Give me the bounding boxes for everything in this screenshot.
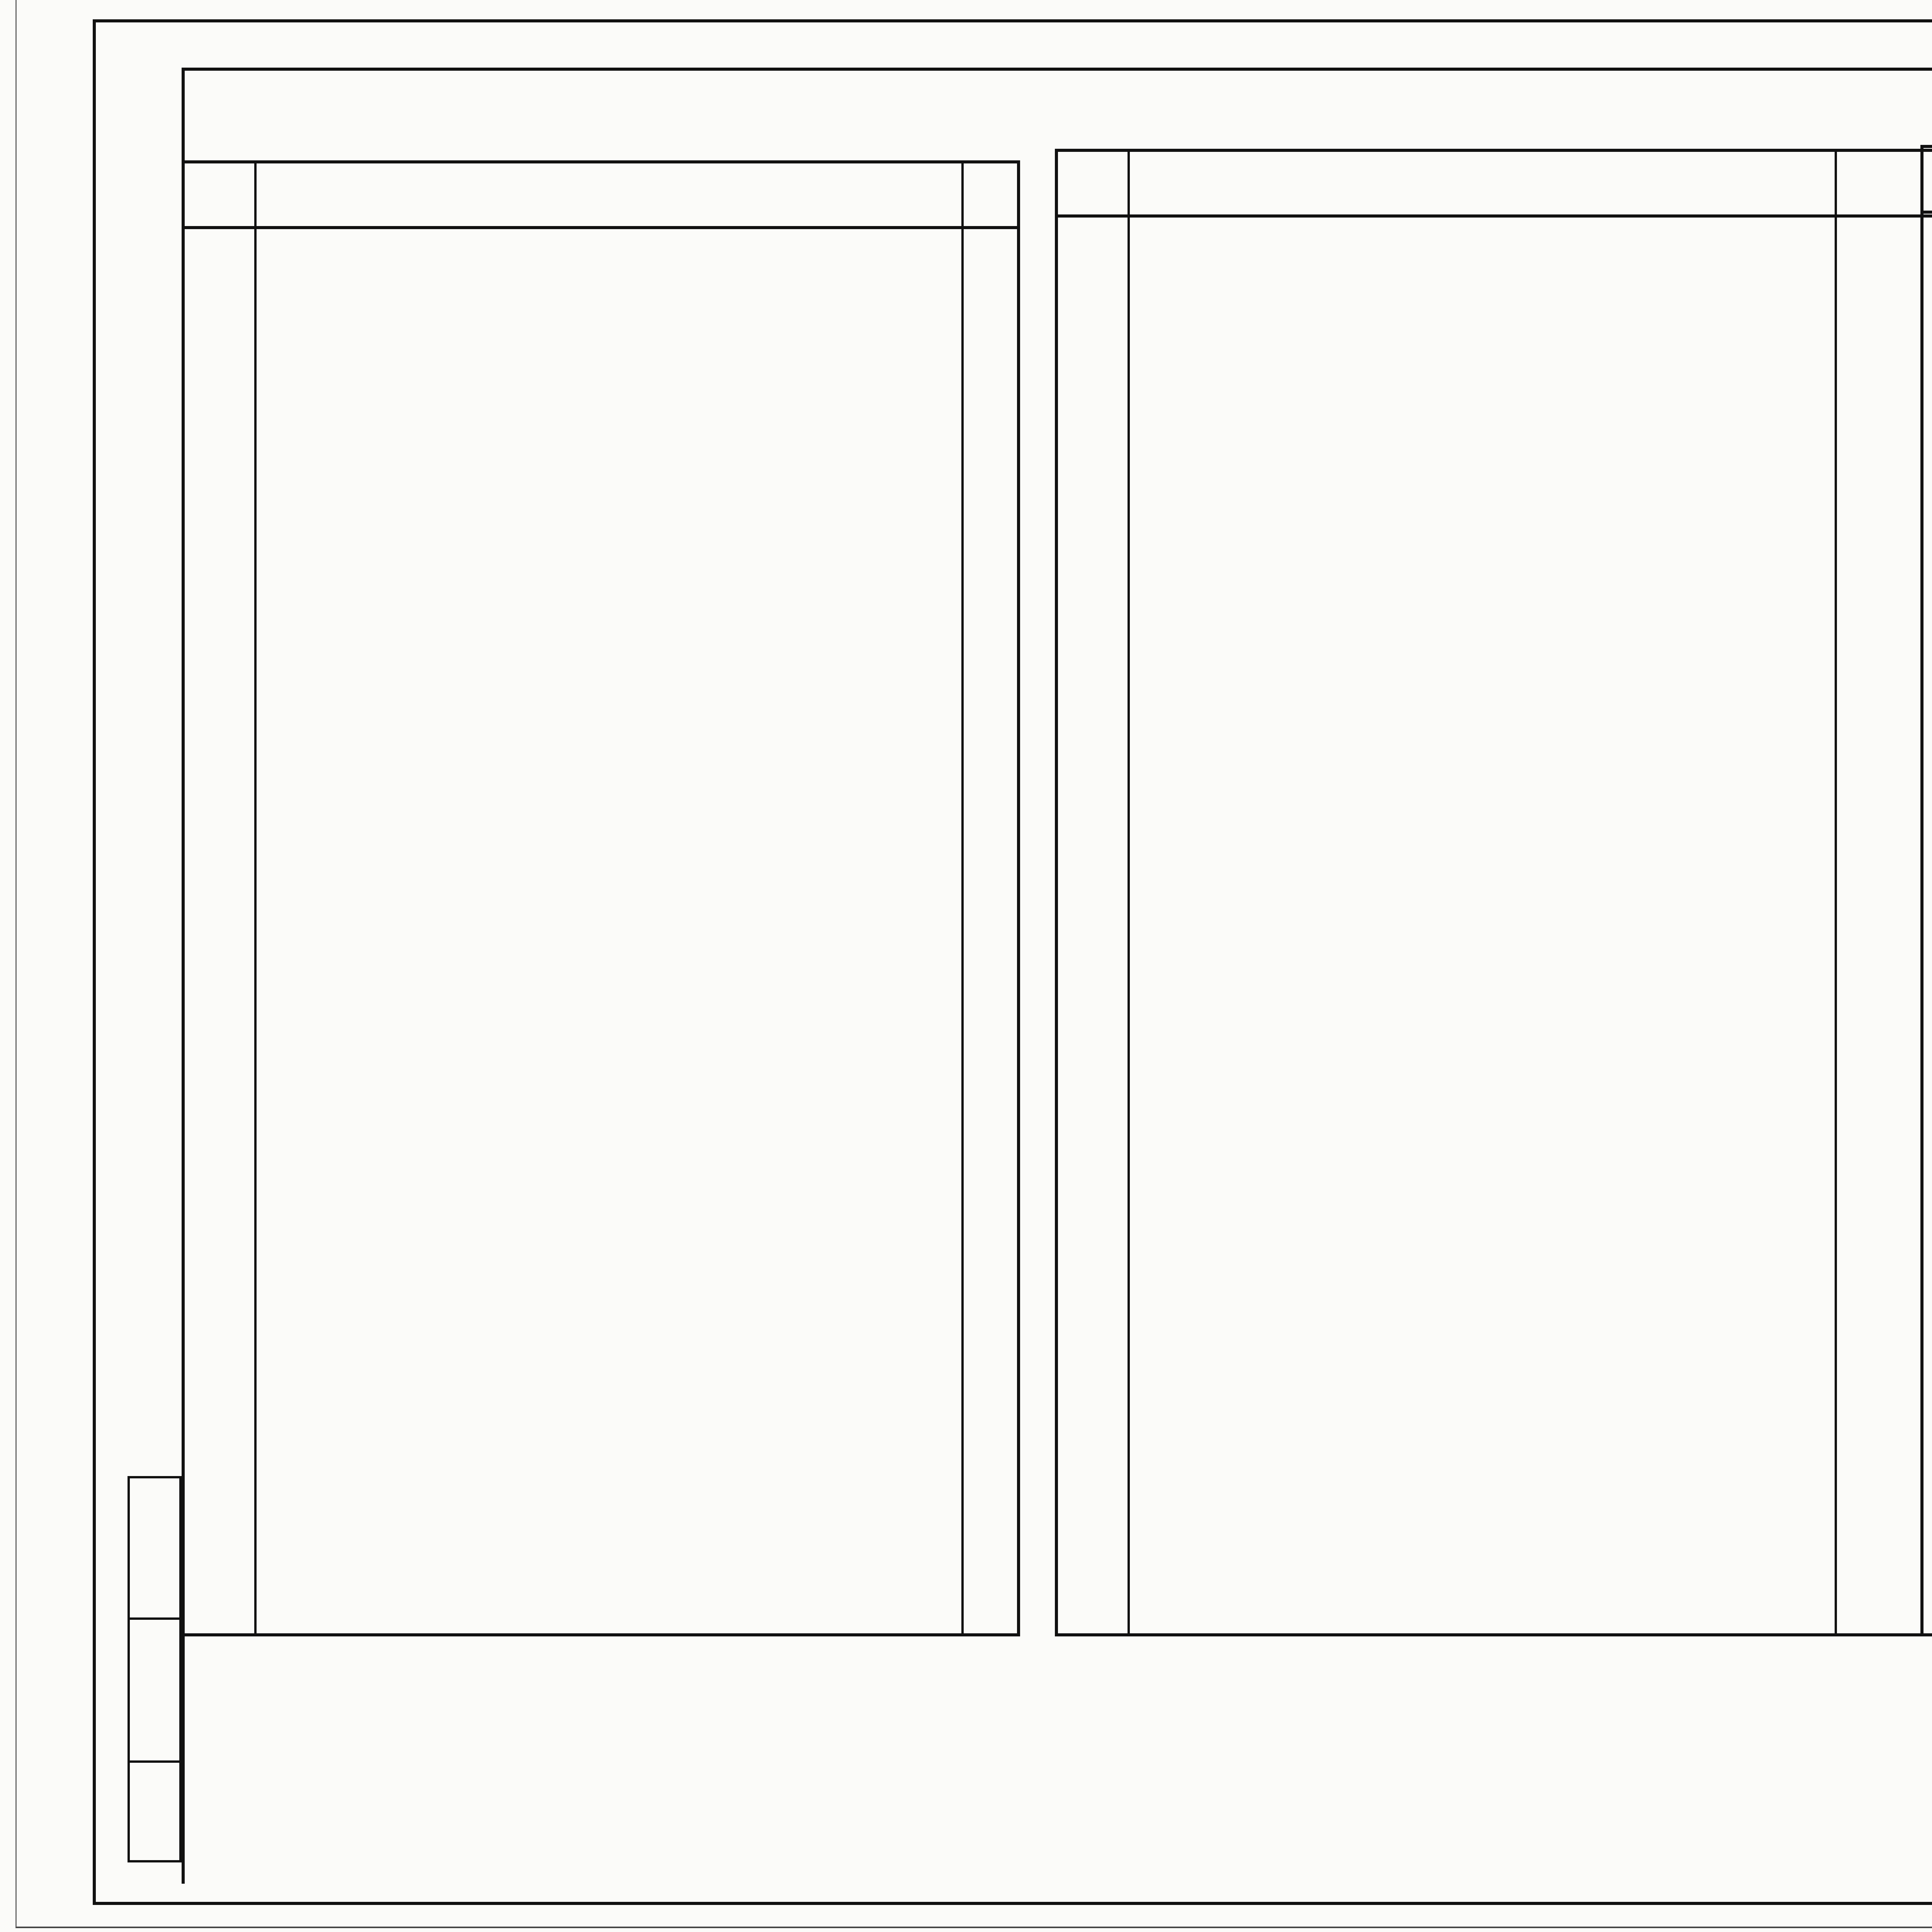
column-rule bbox=[1835, 152, 1837, 1633]
header-mark bbox=[1923, 148, 1932, 214]
title-rule bbox=[182, 68, 1932, 160]
header-mark bbox=[185, 163, 254, 229]
column-rule bbox=[254, 163, 257, 1633]
stamp-divider bbox=[130, 1617, 179, 1620]
header-page bbox=[1835, 152, 1932, 218]
contents-table-2 bbox=[1055, 149, 1932, 1636]
stamp-divider bbox=[130, 1760, 179, 1763]
header-mark bbox=[1058, 152, 1128, 218]
column-rule bbox=[961, 163, 964, 1633]
header-name bbox=[254, 163, 961, 229]
header-name bbox=[1128, 152, 1835, 218]
header-page bbox=[961, 163, 1023, 229]
contents-table-1 bbox=[182, 160, 1020, 1636]
contents-table-3 bbox=[1920, 145, 1932, 1636]
column-rule bbox=[1128, 152, 1130, 1633]
approval-stamp bbox=[128, 1476, 182, 1862]
